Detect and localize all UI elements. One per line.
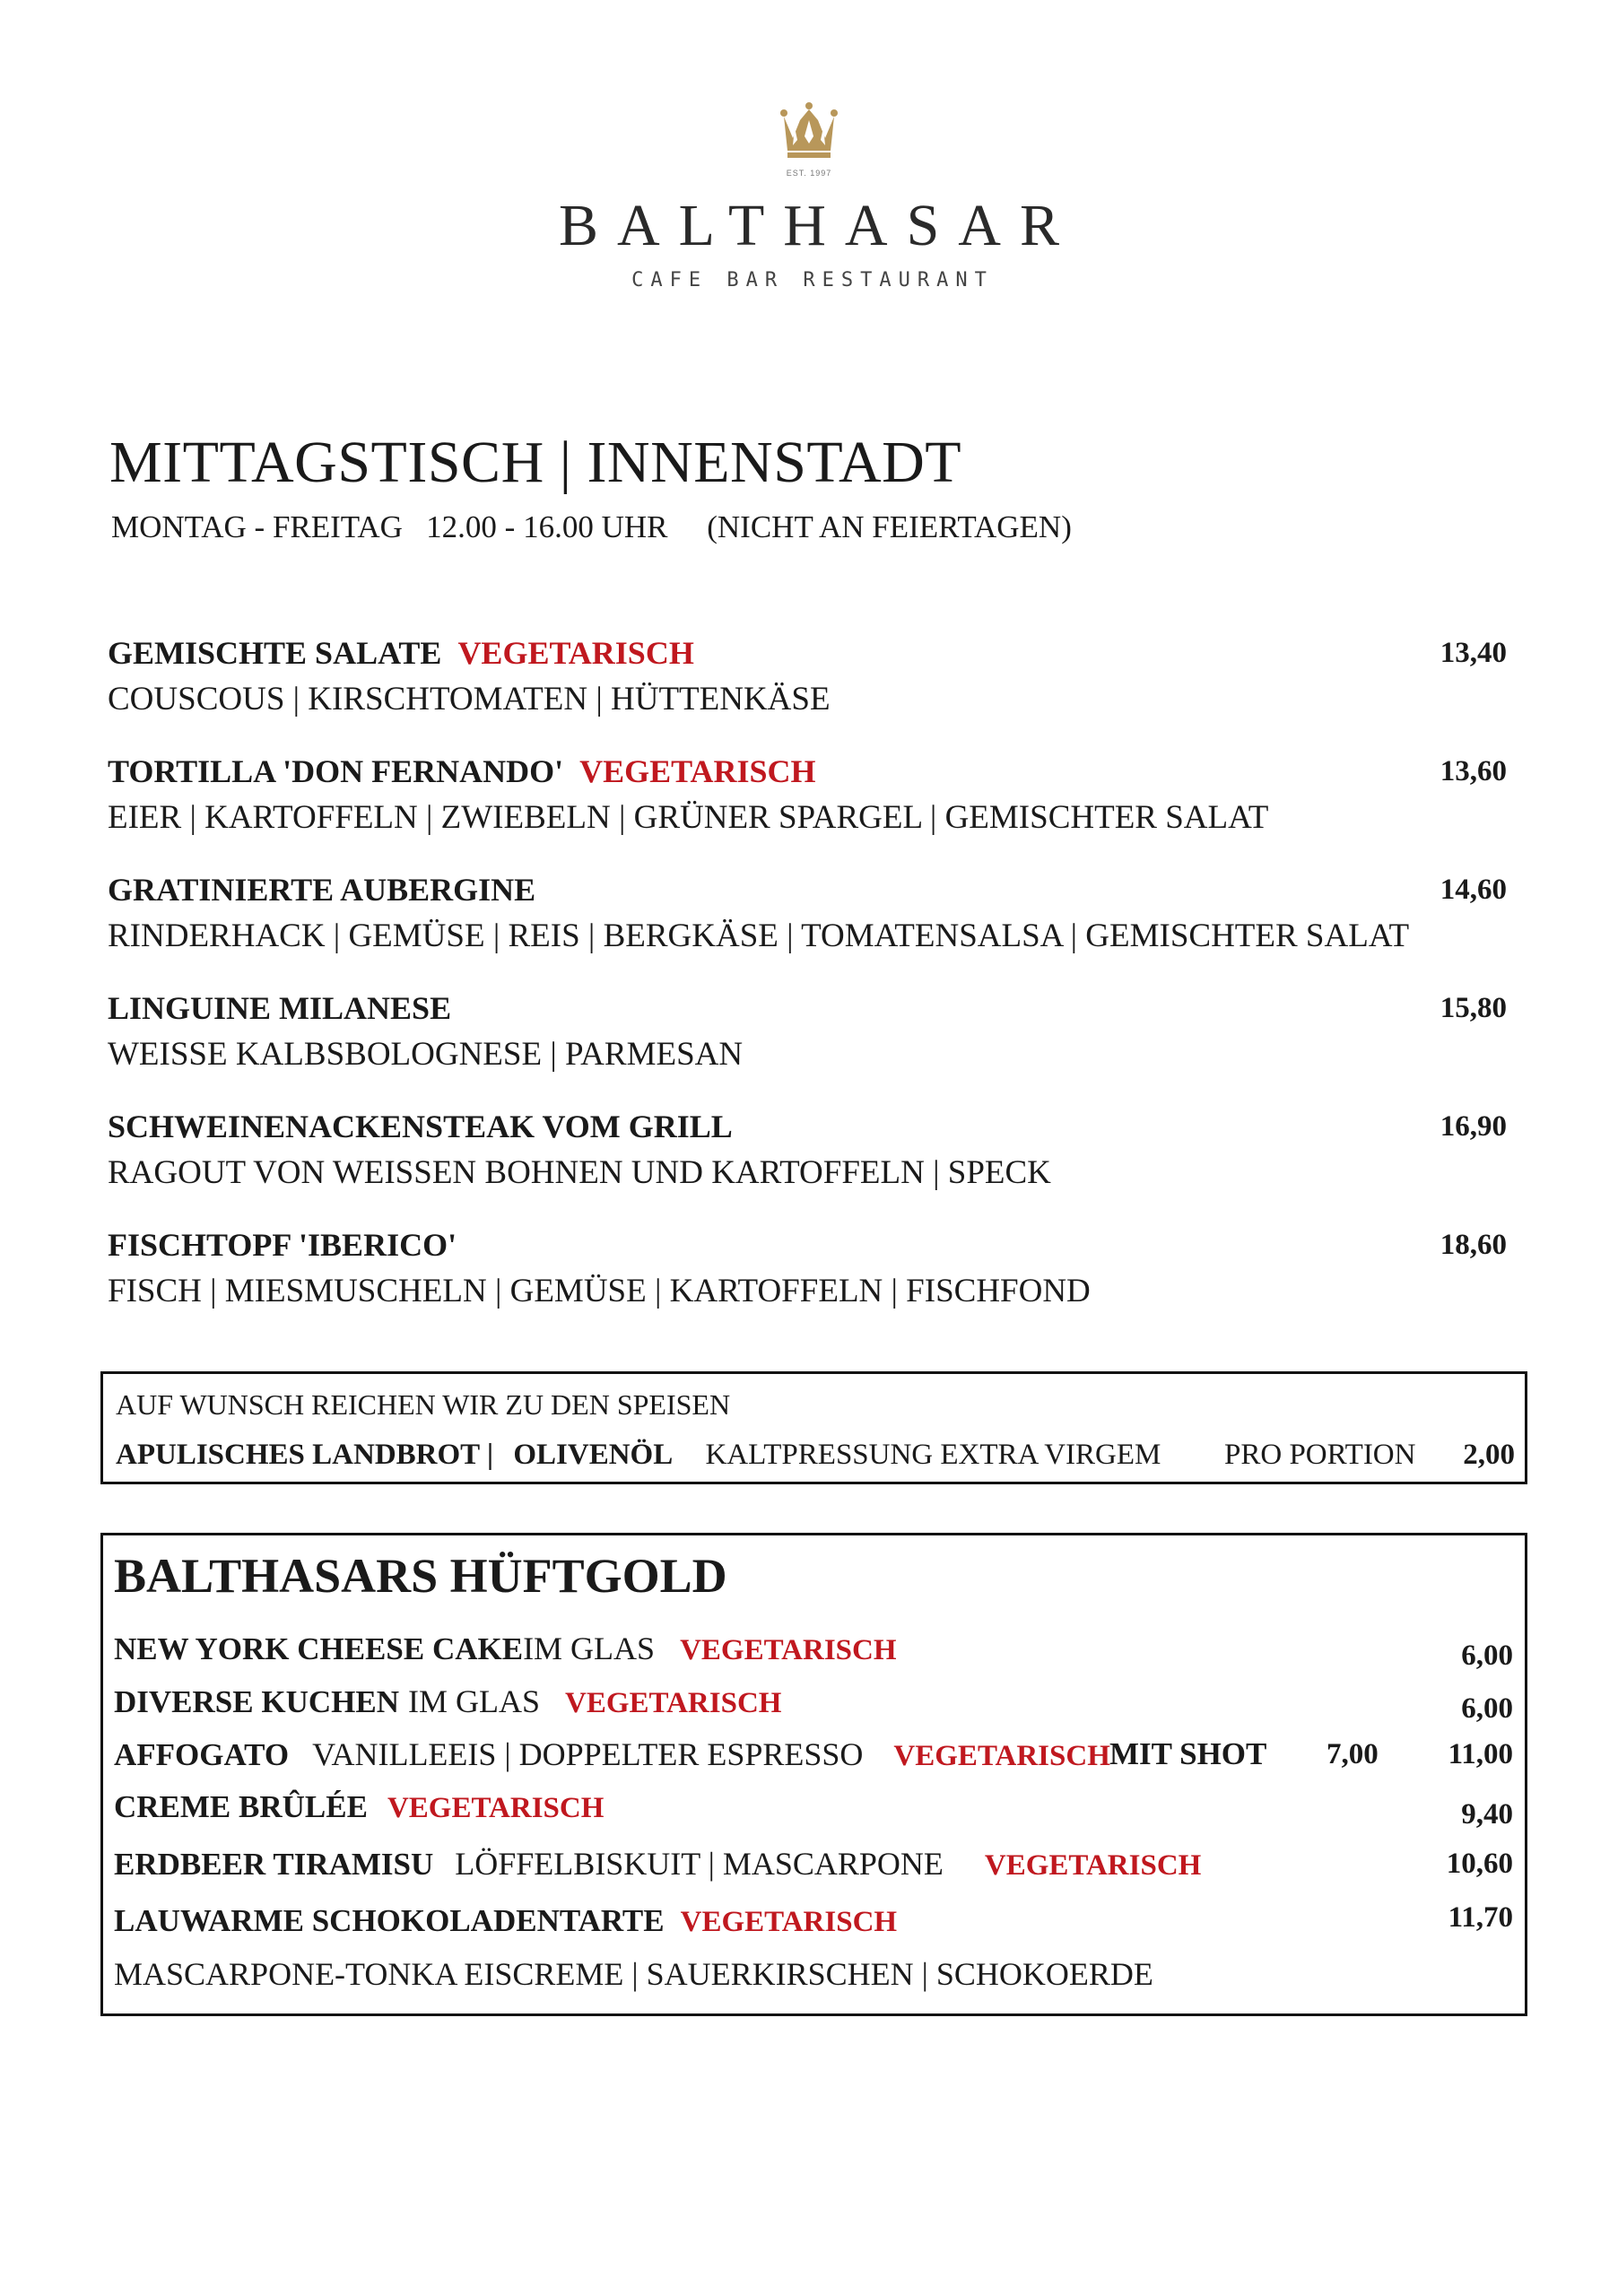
dessert-item — [114, 1678, 1513, 1725]
item-price: 14,60 — [1440, 874, 1507, 906]
dessert-price: 9,40 — [1461, 1798, 1513, 1831]
menu-item — [108, 987, 1507, 1105]
item-name: GEMISCHTE SALATE — [108, 635, 442, 671]
dessert-name: LAUWARME SCHOKOLADENTARTE — [114, 1903, 665, 1938]
oil-item: OLIVENÖL — [513, 1439, 674, 1471]
item-price: 13,40 — [1440, 637, 1507, 669]
menu-item — [108, 868, 1507, 987]
oil-detail: KALTPRESSUNG EXTRA VIRGEM — [705, 1439, 1161, 1471]
bread-row — [116, 1434, 1515, 1475]
crown-icon — [773, 100, 845, 172]
item-description: EIER | KARTOFFELN | ZWIEBELN | GRÜNER SPARGEL | GEMISCHTER SALAT — [108, 799, 1269, 836]
item-description: COUSCOUS | KIRSCHTOMATEN | HÜTTENKÄSE — [108, 681, 831, 718]
vegetarian-tag: VEGETARISCH — [680, 1634, 897, 1666]
menu-item — [108, 1223, 1507, 1342]
dessert-price: 11,70 — [1448, 1901, 1513, 1934]
item-price: 16,90 — [1440, 1110, 1507, 1143]
dessert-description: LÖFFELBISKUIT | MASCARPONE — [455, 1846, 944, 1882]
menu-item — [108, 750, 1507, 868]
item-description: WEISSE KALBSBOLOGNESE | PARMESAN — [108, 1036, 744, 1073]
bread-note: AUF WUNSCH REICHEN WIR ZU DEN SPEISEN — [116, 1388, 731, 1421]
dessert-item — [114, 1731, 1513, 1778]
item-description: FISCH | MIESMUSCHELN | GEMÜSE | KARTOFFELN | FISCHFOND — [108, 1273, 1091, 1309]
dessert-description: IM GLAS — [407, 1683, 540, 1719]
vegetarian-tag: VEGETARISCH — [893, 1740, 1110, 1772]
item-description: RAGOUT VON WEISSEN BOHNEN UND KARTOFFELN | SPECK — [108, 1154, 1051, 1191]
bread-item: APULISCHES LANDBROT | — [116, 1439, 494, 1471]
vegetarian-tag: VEGETARISCH — [387, 1792, 605, 1824]
bread-box — [100, 1371, 1527, 1484]
item-name: FISCHTOPF 'IBERICO' — [108, 1227, 457, 1263]
dessert-price: 10,60 — [1446, 1848, 1513, 1880]
est-year: EST. 1997 — [786, 169, 832, 178]
shot-label: MIT SHOT — [1109, 1736, 1267, 1771]
dessert-item — [114, 1898, 1513, 1944]
item-name: TORTILLA 'DON FERNANDO' — [108, 753, 564, 789]
vegetarian-tag: VEGETARISCH — [984, 1849, 1202, 1882]
item-price: 18,60 — [1440, 1229, 1507, 1261]
menu-item — [108, 1105, 1507, 1223]
vegetarian-tag: VEGETARISCH — [579, 753, 816, 789]
shot-price: 7,00 — [1327, 1738, 1379, 1770]
vegetarian-tag: VEGETARISCH — [565, 1687, 782, 1719]
item-name: SCHWEINENACKENSTEAK VOM GRILL — [108, 1109, 733, 1144]
vegetarian-tag: VEGETARISCH — [680, 1906, 898, 1938]
dessert-name: AFFOGATO — [114, 1737, 290, 1772]
dessert-item — [114, 1840, 1513, 1887]
dessert-description: IM GLAS — [523, 1631, 656, 1666]
dessert-price: 6,00 — [1461, 1639, 1513, 1672]
dessert-name: ERDBEER TIRAMISU — [114, 1847, 434, 1882]
dessert-name: NEW YORK CHEESE CAKE — [114, 1631, 524, 1666]
dessert-price: 6,00 — [1461, 1692, 1513, 1725]
brand-tagline: CAFE BAR RESTAURANT — [631, 269, 994, 291]
dessert-description: VANILLEEIS | DOPPELTER ESPRESSO — [312, 1736, 864, 1772]
logo — [0, 100, 1618, 291]
dessert-price: 11,00 — [1448, 1738, 1513, 1770]
portion-label: PRO PORTION — [1224, 1439, 1416, 1471]
vegetarian-tag: VEGETARISCH — [457, 635, 694, 671]
opening-hours: MONTAG - FREITAG 12.00 - 16.00 UHR (NICHT AN FEIERTAGEN) — [111, 509, 1072, 544]
dessert-item — [114, 1784, 1513, 1831]
lunch-menu — [108, 631, 1507, 1342]
dessert-item — [114, 1625, 1513, 1672]
dessert-title: BALTHASARS HÜFTGOLD — [114, 1549, 727, 1603]
item-price: 13,60 — [1440, 755, 1507, 787]
item-name: LINGUINE MILANESE — [108, 990, 452, 1026]
page-title: MITTAGSTISCH | INNENSTADT — [109, 430, 962, 495]
dessert-name: CREME BRÛLÉE — [114, 1789, 368, 1824]
item-name: GRATINIERTE AUBERGINE — [108, 872, 536, 908]
dessert-name: DIVERSE KUCHEN — [114, 1684, 399, 1719]
item-description: RINDERHACK | GEMÜSE | REIS | BERGKÄSE | TOMATENSALSA | GEMISCHTER SALAT — [108, 918, 1410, 954]
dessert-box — [100, 1533, 1527, 2016]
menu-item — [108, 631, 1507, 750]
item-price: 15,80 — [1440, 992, 1507, 1024]
dessert-description: MASCARPONE-TONKA EISCREME | SAUERKIRSCHEN | SCHOKOERDE — [114, 1956, 1153, 1992]
brand-name: BALTHASAR — [559, 193, 1078, 258]
bread-price: 2,00 — [1463, 1439, 1515, 1471]
